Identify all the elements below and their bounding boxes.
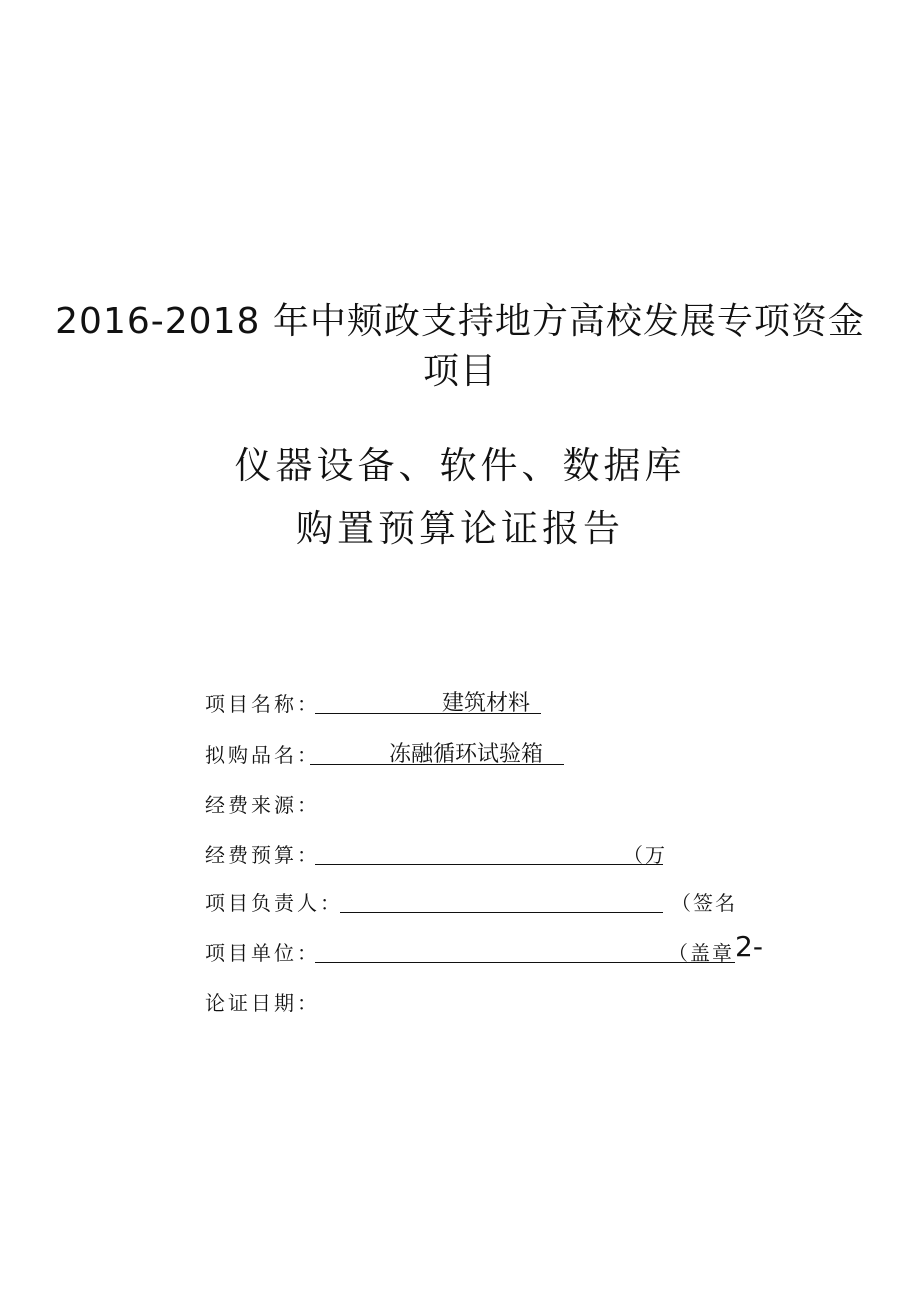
project-leader-field bbox=[205, 885, 765, 921]
project-unit-label: 项目单位： bbox=[205, 941, 320, 965]
report-title-line-2: 项目 bbox=[422, 351, 497, 392]
project-unit-field bbox=[205, 930, 775, 971]
project-leader-label: 项目负责人： bbox=[205, 891, 343, 915]
project-leader-underline bbox=[340, 912, 663, 913]
signature-label: （签名 bbox=[671, 891, 737, 915]
budget-label: 经费预算： bbox=[205, 843, 320, 867]
report-subtitle-line-1: 仪器设备、软件、数据库 bbox=[234, 444, 686, 487]
budget-underline bbox=[315, 864, 663, 865]
review-date-label: 论证日期： bbox=[205, 991, 320, 1015]
review-date-field bbox=[205, 985, 505, 1021]
report-subtitle-line-2: 购置预算论证报告 bbox=[296, 507, 624, 550]
page-marker: 2- bbox=[735, 930, 763, 963]
item-name-label: 拟购品名： bbox=[205, 743, 320, 767]
fund-source-label: 经费来源： bbox=[205, 793, 320, 817]
item-name-field bbox=[205, 737, 605, 773]
seal-label: （盖章 bbox=[668, 941, 734, 965]
budget-unit-label: （万 bbox=[623, 843, 667, 867]
report-title-line-1: 2016-2018 年中颊政支持地方高校发展专项资金 bbox=[55, 301, 865, 342]
budget-field bbox=[205, 837, 705, 873]
project-name-label: 项目名称： bbox=[205, 692, 320, 716]
project-name-value: 建筑材料 bbox=[442, 691, 531, 716]
fund-source-field bbox=[205, 787, 505, 823]
project-name-field bbox=[205, 686, 605, 722]
item-name-value: 冻融循环试验箱 bbox=[389, 742, 544, 767]
